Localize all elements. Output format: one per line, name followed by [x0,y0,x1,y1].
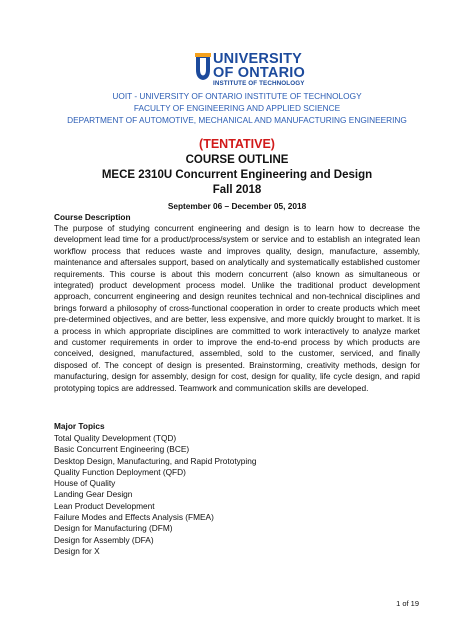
topic-item: Total Quality Development (TQD) [54,433,177,443]
course-title: MECE 2310U Concurrent Engineering and Design [101,169,373,181]
topic-item: House of Quality [54,478,116,489]
logo-line-1: UNIVERSITY [213,51,303,67]
course-description-title: Course Description [54,212,131,222]
course-dates: September 06 – December 05, 2018 [167,201,307,211]
major-topics-list [54,433,256,557]
topic-item: Design for X [54,545,100,556]
logo-wordmark [213,52,305,88]
faculty-name: FACULTY OF ENGINEERING AND APPLIED SCIENCE [133,103,341,113]
university-logo [195,52,310,94]
course-outline-heading: COURSE OUTLINE [185,154,289,166]
course-description-text: The purpose of studying concurrent engineering and design is to learn how to decrease the development lead time for a product/process/system or service and to establish an integrated lean workflow process that reduces waste and improves quality, design, manufacture, assembly, maintenance and aftersales support, based on analytically and systematically established customer requirements. This course is about this modern concurrent (also known as simultaneous or integrated) product development process model. Unlike the traditional product development approach, concurrent engineering and design reunites technical and non-technical disciplines and brings forward a philosophy of cross-functional cooperation in order to create products which meet pre-determined objectives, and are better, less expensive, and more quickly brought to market. It is a process in which appropriate disciplines are committed to work interactively to analyze market and customer requirements in order to improve the end-to-end process by which products are conceived, designed, manufactured, assembled, sold to the customer, serviced, and finally disposed of. The concept of design is presented. Brainstorming, creativity methods, design for manufacturing, design for assembly, design for cost, design for quality, life cycle design, and rapid prototyping topics are addressed. Teamwork and communication skills are developed. [54,223,420,393]
topic-item: Failure Modes and Effects Analysis (FMEA) [54,512,214,523]
logo-line-2: OF ONTARIO [213,65,305,81]
topic-item: Desktop Design, Manufacturing, and Rapid Prototyping [54,455,257,466]
topic-item: Design for Manufacturing (DFM) [54,523,173,534]
logo-line-3: INSTITUTE OF TECHNOLOGY [213,80,305,87]
topic-item: Quality Function Deployment (QFD) [54,466,186,477]
term: Fall 2018 [212,184,262,196]
major-topics-title: Major Topics [54,421,105,431]
page-number: 1 of 19 [396,599,419,608]
institution-name: UOIT - UNIVERSITY OF ONTARIO INSTITUTE OF TECHNOLOGY [112,91,362,101]
department-name: DEPARTMENT OF AUTOMOTIVE, MECHANICAL AND MANUFACTURING ENGINEERING [67,115,407,125]
topic-item: Basic Concurrent Engineering (BCE) [54,444,190,455]
topic-item: Landing Gear Design [54,489,133,500]
topic-item: Design for Assembly (DFA) [54,534,154,545]
shield-logo-icon [195,53,211,81]
tentative-label: (TENTATIVE) [199,137,275,151]
topic-item: Lean Product Development [54,500,155,511]
